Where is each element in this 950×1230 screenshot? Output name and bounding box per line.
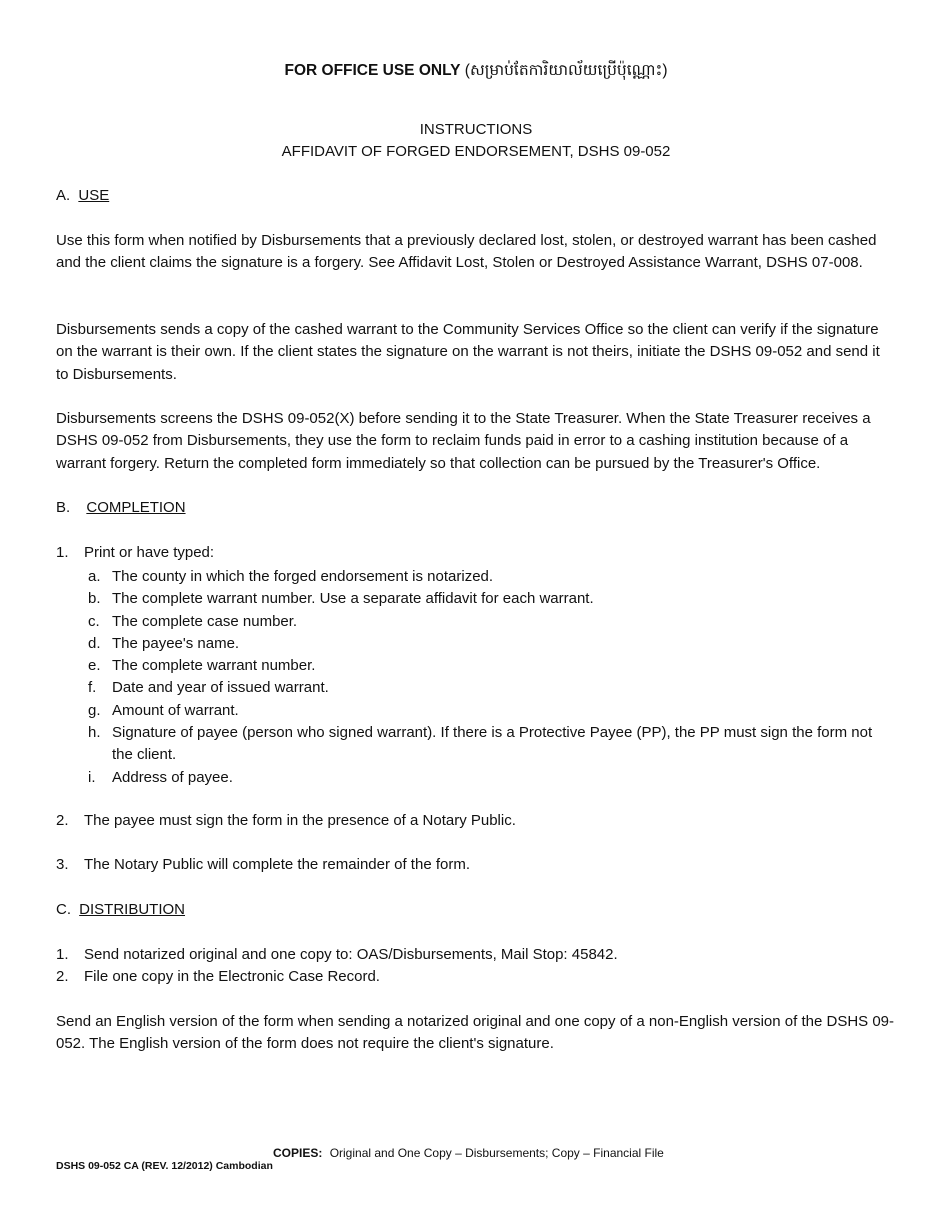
section-b-title: COMPLETION [86,499,186,516]
completion-item-3-text: The Notary Public will complete the remainder of the form. [84,856,470,873]
list-item-letter: i. [88,768,96,786]
footer-copies-label: COPIES: [273,1146,323,1160]
instructions-heading: INSTRUCTIONS [419,121,533,138]
list-item-text: The county in which the forged endorsement is notarized. [112,568,494,585]
completion-item-1-text: Print or have typed: [84,544,215,561]
distribution-item-1-text: Send notarized original and one copy to: OAS/Disbursements, Mail Stop: 45842. [84,946,618,963]
list-item-text: Amount of warrant. [112,701,239,719]
distribution-item-2-number: 2. [56,968,69,985]
completion-item-1-number: 1. [56,544,69,561]
section-a-heading [56,185,109,207]
list-item [56,655,896,677]
section-a-title: USE [78,187,110,204]
section-c-title: DISTRIBUTION [79,901,186,918]
title-block [56,119,896,163]
completion-item-3-number: 3. [56,856,69,873]
list-item-letter: f. [88,679,97,697]
section-a-paragraph-2: Disbursements sends a copy of the cashed warrant to the Community Services Office so the client can verify if the signature on the warrant is their own. If the client states the signature on the warrant is not theirs, initiate the DSHS 09-052 and send it to Disbursements. [56,321,880,383]
section-a-paragraph-1: Use this form when notified by Disbursements that a previously declared lost, stolen, or destroyed warrant has been cashed and the client claims the signature is a forgery. See Affidavit Lost, Stolen or Destroyed Assistance Warrant, DSHS 07-008. [56,232,877,272]
form-title: AFFIDAVIT OF FORGED ENDORSEMENT, DSHS 09-052 [281,143,671,160]
list-item-letter: a. [88,568,101,585]
distribution-closing-paragraph: Send an English version of the form when sending a notarized original and one copy of a non-English version of the DSHS 09-052. The English version of the form does not require the client's signature. [56,1013,895,1053]
distribution-item-1-number: 1. [56,946,69,963]
completion-sublist [56,566,896,789]
list-item-letter: d. [88,634,101,652]
list-item-text: Date and year of issued warrant. [112,679,329,697]
completion-item-2-number: 2. [56,812,69,829]
section-c-heading [56,899,185,921]
list-item-letter: g. [88,701,101,719]
list-item-text: The payee's name. [112,634,240,652]
list-item-text: The complete case number. [112,612,298,630]
list-item-text: Signature of payee (person who signed warrant). If there is a Protective Payee (PP), the PP must sign the form not the client. [112,724,873,764]
list-item [56,633,896,655]
distribution-item-2-text: File one copy in the Electronic Case Record. [84,968,380,985]
list-item [56,611,896,633]
footer-form-id: DSHS 09-052 CA (REV. 12/2012) Cambodian [56,1160,273,1172]
list-item-text: The complete warrant number. [112,657,316,675]
list-item-text: The complete warrant number. Use a separate affidavit for each warrant. [112,590,594,608]
section-a-paragraph-3: Disbursements screens the DSHS 09-052(X) before sending it to the State Treasurer. When the State Treasurer receives a DSHS 09-052 from Disbursements, they use the form to reclaim funds paid in error to a cashing institution because of a warrant forgery. Return the completed form immediately so that collection can be pursued by the Treasurer's Office. [56,410,871,472]
office-use-khmer: (សម្រាប់តែការិយាល័យប្រើប៉ុណ្ណោះ) [464,62,668,79]
section-b-heading [56,497,186,519]
document-page [56,0,896,1230]
footer-copies [273,1146,664,1160]
section-a-letter: A. [56,187,71,204]
list-item-letter: b. [88,590,101,608]
office-use-label: FOR OFFICE USE ONLY [284,62,461,79]
section-b-letter: B. [56,499,71,516]
list-item [56,767,896,789]
list-item-letter: e. [88,657,101,675]
list-item [56,700,896,722]
list-item [56,588,896,610]
list-item [56,566,896,588]
footer-copies-text: Original and One Copy – Disbursements; Copy – Financial File [329,1146,664,1160]
list-item [56,722,896,767]
list-item [56,677,896,699]
completion-item-2-text: The payee must sign the form in the presence of a Notary Public. [84,812,516,829]
office-use-header [56,60,896,83]
list-item-letter: h. [88,724,101,742]
section-c-letter: C. [56,901,71,918]
list-item-text: Address of payee. [112,768,233,786]
list-item-letter: c. [88,612,100,630]
